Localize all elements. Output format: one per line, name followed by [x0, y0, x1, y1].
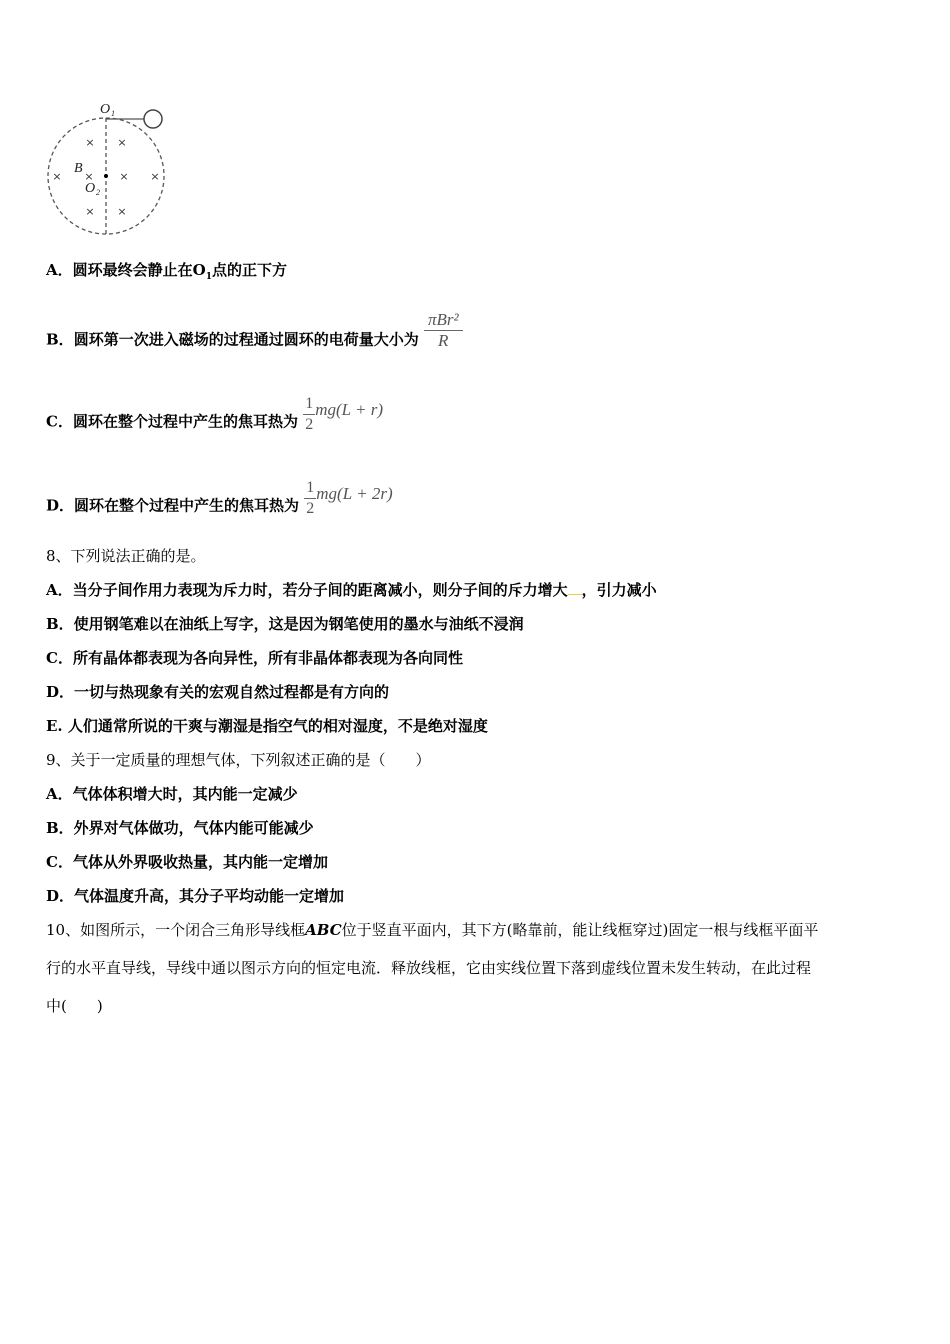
magnetic-field-ring-diagram: [44, 98, 174, 238]
svg-text:×: ×: [119, 170, 129, 183]
q8-option-b: B．使用钢笔难以在油纸上写字，这是因为钢笔使用的墨水与油纸不浸润: [46, 615, 524, 633]
q7-option-a: A．圆环最终会静止在$O_1$点的正下方: [46, 261, 287, 282]
q8-option-d: D．一切与热现象有关的宏观自然过程都是有方向的: [46, 683, 390, 701]
svg-text:1: 1: [111, 109, 115, 118]
q9-option-c: C．气体从外界吸收热量，其内能一定增加: [46, 853, 328, 871]
svg-text:×: ×: [117, 205, 127, 218]
svg-text:×: ×: [52, 170, 62, 183]
q9-option-b: B．外界对气体做功，气体内能可能减少: [46, 819, 314, 837]
q8-option-c: C．所有晶体都表现为各向异性，所有非晶体都表现为各向同性: [46, 649, 463, 667]
fraction-charge: $\frac{\text{πBr²}}{R}$: [424, 310, 463, 351]
label-b: B: [74, 161, 83, 176]
q7-option-b: B．圆环第一次进入磁场的过程通过圆环的电荷量大小为 $\frac{\text{πBr²}}{R}$: [46, 320, 463, 361]
label-o2: O: [85, 181, 96, 196]
q9-option-a: A．气体体积增大时，其内能一定减少: [46, 785, 298, 803]
q9-stem: 9、关于一定质量的理想气体，下列叙述正确的是（ ）: [46, 751, 431, 769]
svg-text:×: ×: [150, 170, 160, 183]
q10-stem-line2: 行的水平直导线，导线中通以图示方向的恒定电流．释放线框，它由实线位置下落到虚线位置未发生转动，在此过程: [46, 959, 812, 977]
svg-text:×: ×: [84, 170, 94, 183]
svg-text:×: ×: [85, 136, 95, 149]
svg-text:2: 2: [96, 188, 100, 197]
q7-option-c: C．圆环在整个过程中产生的焦耳热为 $\frac{1}{2}$ mg(L + r): [46, 395, 384, 433]
q9-option-d: D．气体温度升高，其分子平均动能一定增加: [46, 887, 345, 905]
q8-stem: 8、下列说法正确的是。: [46, 547, 206, 565]
label-o1: O: [100, 102, 111, 117]
svg-text:×: ×: [117, 136, 127, 149]
svg-text:×: ×: [85, 205, 95, 218]
q8-option-e: E. 人们通常所说的干爽与潮湿是指空气的相对湿度，不是绝对湿度: [46, 717, 488, 735]
q10-stem-line3: 中( ): [46, 997, 103, 1015]
q7-option-d: D．圆环在整个过程中产生的焦耳热为 $\frac{1}{2}$ mg(L + 2r): [46, 479, 393, 517]
q10-stem-line1: 10、如图所示，一个闭合三角形导线框ABC位于竖直平面内，其下方(略靠前，能让线框穿过)固定一根与线框平面平: [46, 921, 819, 939]
q8-option-a: A．当分子间作用力表现为斥力时，若分子间的距离减小，则分子间的斥力增大 ，引力减小: [46, 581, 657, 599]
